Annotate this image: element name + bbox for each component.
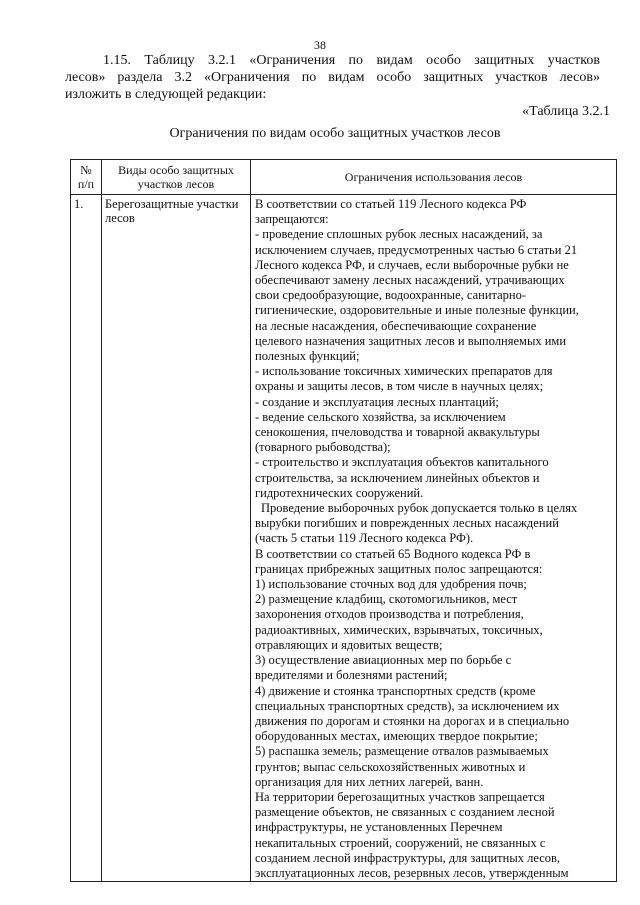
restriction-line: эксплуатационных лесов, резервных лесов, утвержденным [255, 865, 569, 880]
row-restrictions [251, 195, 617, 882]
restriction-line: 4) движение и стоянка транспортных средств (кроме [255, 683, 536, 698]
row-forest-type [102, 195, 251, 882]
row-number: 1. [71, 195, 102, 882]
restriction-line: В соответствии со статьей 65 Водного кодекса РФ в [255, 546, 531, 561]
header-forest-type [102, 160, 251, 195]
restriction-line: (часть 5 статьи 119 Лесного кодекса РФ). [255, 531, 474, 546]
restriction-line: полезных функций; [255, 349, 360, 364]
restriction-line: исключением случаев, предусмотренных частью 6 статьи 21 [255, 242, 578, 257]
restriction-line: свои средообразующие, водоохранные, санитарно- [255, 288, 527, 303]
restriction-line: гидротехнических сооружений. [255, 485, 424, 500]
table-header-row [71, 160, 617, 195]
restriction-line: грунтов; выпас сельскохозяйственных животных и [255, 759, 526, 774]
restriction-line: вырубки погибших и поврежденных лесных насаждений [255, 516, 559, 531]
restriction-line: на лесные насаждения, обеспечивающие сохранение [255, 318, 537, 333]
restriction-line: 3) осуществление авиационных мер по борьбе с [255, 653, 512, 668]
restriction-line: обеспечивают замену лесных насаждений, утрачивающих [255, 273, 565, 288]
restriction-line: В соответствии со статьей 119 Лесного кодекса РФ [255, 197, 527, 211]
restriction-line: - использование токсичных химических препаратов для [255, 364, 553, 379]
restriction-line: - проведение сплошных рубок лесных насаждений, за [255, 227, 543, 242]
restriction-line: целевого назначения защитных лесов и выполняемых ими [255, 333, 567, 348]
header-number [71, 160, 102, 195]
intro-line: 1.15. Таблицу 3.2.1 «Ограничения по видам особо защитных участков [103, 53, 600, 68]
row-forest-type-line: Берегозащитные участки [105, 197, 239, 211]
restriction-line: Лесного кодекса РФ, и случаев, если выборочные рубки не [255, 257, 569, 272]
restriction-line: Проведение выборочных рубок допускается только в целях [261, 501, 578, 516]
restriction-line: гигиенические, оздоровительные и иные полезные функции, [255, 303, 579, 318]
restriction-line: - ведение сельского хозяйства, за исключением [255, 409, 506, 424]
restriction-line: 5) распашка земель; размещение отвалов размываемых [255, 744, 549, 759]
header-forest-type-line: Виды особо защитных [118, 163, 234, 177]
restrictions-table [70, 159, 617, 882]
header-number-abbr: п/п [77, 177, 95, 191]
restriction-line: инфраструктуры, не установленных Перечнем [255, 820, 503, 835]
restriction-line: оборудованных местах, имеющих твердое покрытие; [255, 729, 538, 744]
row-forest-type-line: лесов [105, 211, 135, 225]
restriction-line: строительства, за исключением линейных объектов и [255, 470, 540, 485]
restriction-line: специальных транспортных средств), за исключением их [255, 698, 560, 713]
amendment-paragraph [65, 52, 600, 103]
restriction-line: созданием лесной инфраструктуры, для защитных лесов, [255, 850, 561, 865]
restriction-line: - создание и эксплуатация лесных плантаций; [255, 394, 499, 409]
restriction-line: охраны и защиты лесов, в том числе в научных целях; [255, 379, 544, 394]
restriction-line: - строительство и эксплуатация объектов капитального [255, 455, 549, 470]
restriction-line: 2) размещение кладбищ, скотомогильников, мест [255, 592, 518, 607]
restriction-line: (товарного рыбоводства); [255, 440, 391, 455]
header-restrictions [251, 160, 617, 195]
header-number-symbol: № [80, 163, 92, 177]
restriction-line: На территории берегозащитных участков запрещается [255, 789, 545, 804]
intro-line: изложить в следующей редакции: [65, 87, 267, 102]
header-forest-type-line: участков лесов [137, 177, 215, 191]
table-reference: «Таблица 3.2.1 [522, 104, 610, 119]
restriction-line: радиоактивных, химических, взрывчатых, токсичных, [255, 622, 543, 637]
restriction-line: движения по дорогам и стоянки на дорогах и в специально [255, 713, 570, 728]
restriction-line: границах прибрежных защитных полос запрещаются: [255, 561, 543, 576]
restriction-line: отравляющих и ядовитых веществ; [255, 637, 443, 652]
table-title: Ограничения по видам особо защитных участков лесов [169, 126, 501, 141]
restriction-line: вредителями и болезнями растений; [255, 668, 448, 683]
restriction-line: размещение объектов, не связанных с созданием лесной [255, 805, 555, 820]
restriction-line: захоронения отходов производства и потребления, [255, 607, 524, 622]
intro-line: лесов» раздела 3.2 «Ограничения по видам особо защитных участков лесов» [65, 70, 600, 85]
header-restrictions-label: Ограничения использования лесов [344, 170, 523, 184]
table-row [71, 195, 617, 882]
restriction-line: организация для них летних лагерей, ванн. [255, 774, 484, 789]
restriction-line: некапитальных строений, сооружений, не связанных с [255, 835, 546, 850]
restriction-line: 1) использование сточных вод для удобрения почв; [255, 577, 527, 592]
restriction-line: запрещаются: [255, 212, 329, 227]
restriction-line: сенокошения, пчеловодства и товарной аквакультуры [255, 425, 540, 440]
page-number: 38 [314, 38, 326, 52]
